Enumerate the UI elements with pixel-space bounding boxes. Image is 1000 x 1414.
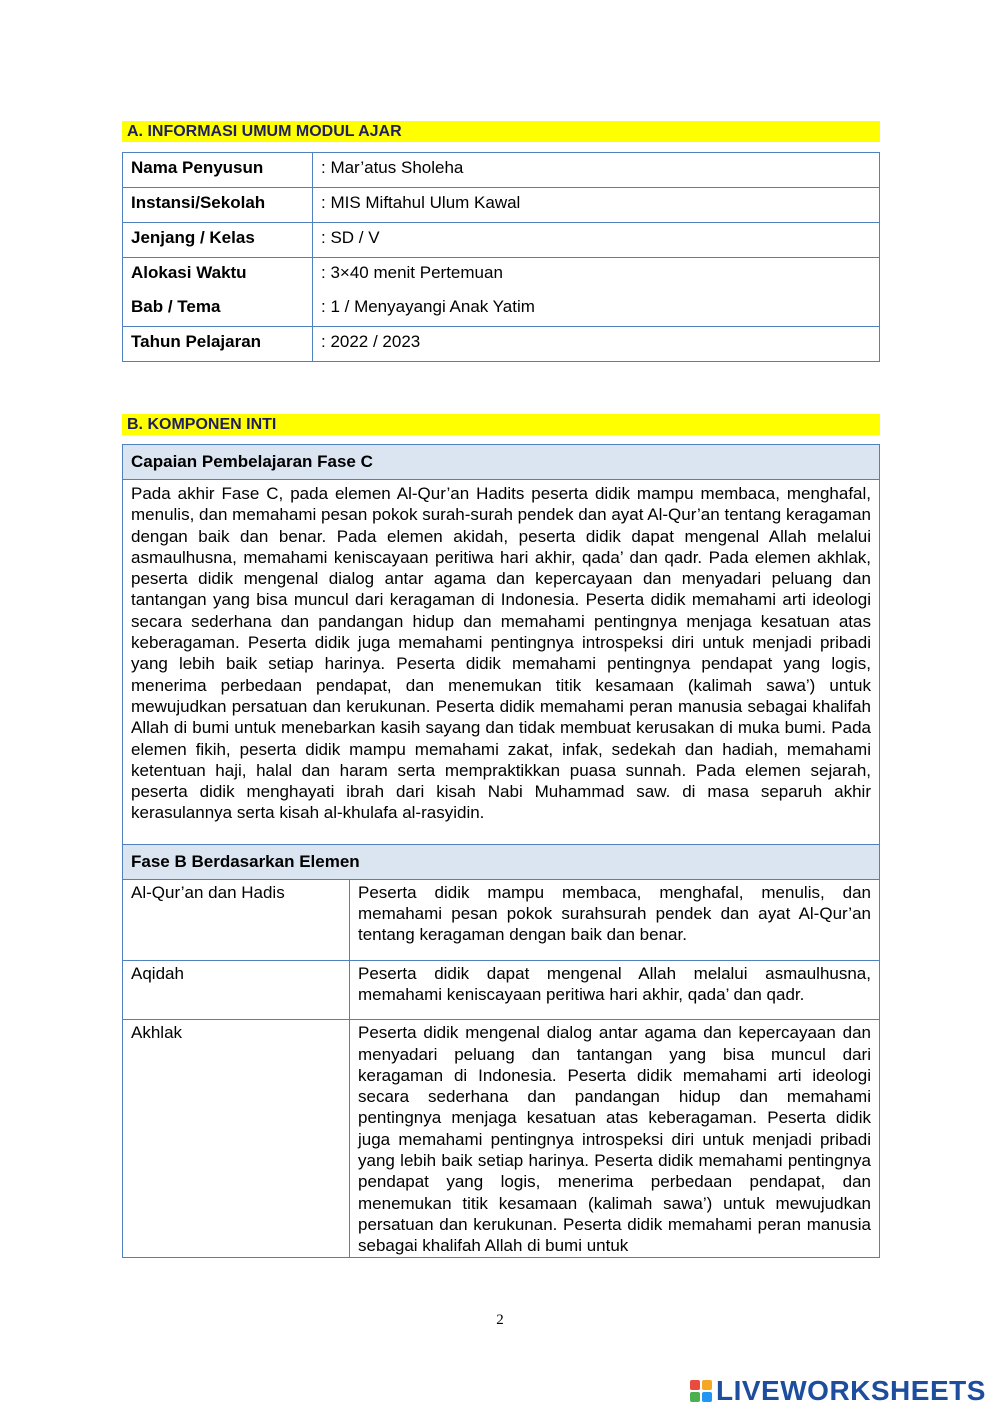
table-row [123,223,880,258]
table-row [123,258,880,293]
table-row [123,480,880,845]
info-value: : Mar’atus Sholeha [313,153,880,188]
page-number: 2 [496,1312,504,1328]
info-value: : 3×40 menit Pertemuan [313,258,880,293]
element-name: Akhlak [123,1020,350,1257]
element-name: Al-Qur’an dan Hadis [123,879,350,960]
komponen-inti-table [122,444,880,1258]
table-row [123,960,880,1020]
info-label: Jenjang / Kelas [123,223,313,258]
section-b-heading: B. KOMPONEN INTI [122,414,880,435]
element-description: Peserta didik mampu membaca, menghafal, menulis, dan memahami pesan pokok surahsurah pendek dan ayat Al-Qur’an tentang keragaman dengan baik dan benar. [350,879,880,960]
table-row [123,292,880,327]
info-label: Tahun Pelajaran [123,327,313,362]
info-value: : 1 / Menyayangi Anak Yatim [313,292,880,327]
info-label: Nama Penyusun [123,153,313,188]
info-table [122,152,880,362]
liveworksheets-brand[interactable]: LIVEWORKSHEETS [716,1375,986,1406]
info-label: Bab / Tema [123,292,313,327]
table-row [123,1020,880,1257]
capaian-text: Pada akhir Fase C, pada elemen Al-Qur’an Hadits peserta didik mampu membaca, menghafal, menulis, dan memahami pesan pokok surah-surah pendek dan ayat Al-Qur’an tentang keragaman dengan baik dan benar. Pada elemen akidah, peserta didik dapat mengenal Allah melalui asmaulhusna, memahami keniscayaan peritiwa hari akhir, qada’ dan qadr. Pada elemen akhlak, peserta didik mengenal dialog antar agama dan kepercayaan dan menyadari peluang dan tantangan yang bisa muncul dari keragaman di Indonesia. Peserta didik memahami arti ideologi secara sederhana dan pandangan hidup dan memahami pentingnya menjaga kesatuan atas keberagaman. Peserta didik juga memahami pentingnya introspeksi diri untuk menjadi pribadi yang lebih baik setiap harinya. Peserta didik memahami pentingnya pendapat yang logis, menerima perbedaan pendapat, dan menemukan titik kesamaan (kalimah sawa’) untuk mewujudkan persatuan dan kerukunan. Peserta didik memahami peran manusia sebagai khalifah Allah di bumi untuk menebarkan kasih sayang dan tidak membuat kerusakan di muka bumi. Pada elemen fikih, peserta didik mampu memahami zakat, infak, sedekah dan hadiah, memahami ketentuan haji, halal dan haram serta mempraktikkan puasa sunnah. Pada elemen sejarah, peserta didik menghayati ibrah dari kisah Nabi Muhammad saw. di masa separuh akhir kerasulannya serta kisah al-khulafa al-rasyidin. [123,480,880,845]
table-row [123,327,880,362]
fase-header: Fase B Berdasarkan Elemen [123,844,880,879]
liveworksheets-logo [690,1376,986,1406]
capaian-header: Capaian Pembelajaran Fase C [123,445,880,480]
element-name: Aqidah [123,960,350,1020]
element-description: Peserta didik mengenal dialog antar agama dan kepercayaan dan menyadari peluang dan tantangan yang bisa muncul dari keragaman di Indonesia. Peserta didik memahami arti ideologi secara sederhana dan pandangan hidup dan memahami pentingnya menjaga kesatuan atas keberagaman. Peserta didik juga memahami pentingnya introspeksi diri untuk menjadi pribadi yang lebih baik setiap harinya. Peserta didik memahami pentingnya pendapat yang logis, menerima perbedaan pendapat, dan menemukan titik kesamaan (kalimah sawa’) untuk mewujudkan persatuan dan kerukunan. Peserta didik memahami peran manusia sebagai khalifah Allah di bumi untuk [350,1020,880,1257]
liveworksheets-logo-icon [690,1380,712,1402]
table-row [123,879,880,960]
section-a-heading: A. INFORMASI UMUM MODUL AJAR [122,121,880,142]
info-label: Instansi/Sekolah [123,188,313,223]
table-row [123,153,880,188]
info-value: : 2022 / 2023 [313,327,880,362]
info-label: Alokasi Waktu [123,258,313,293]
info-value: : MIS Miftahul Ulum Kawal [313,188,880,223]
table-row [123,844,880,879]
table-row [123,188,880,223]
element-description: Peserta didik dapat mengenal Allah melalui asmaulhusna, memahami keniscayaan peritiwa hari akhir, qada’ dan qadr. [350,960,880,1020]
table-row [123,445,880,480]
info-value: : SD / V [313,223,880,258]
